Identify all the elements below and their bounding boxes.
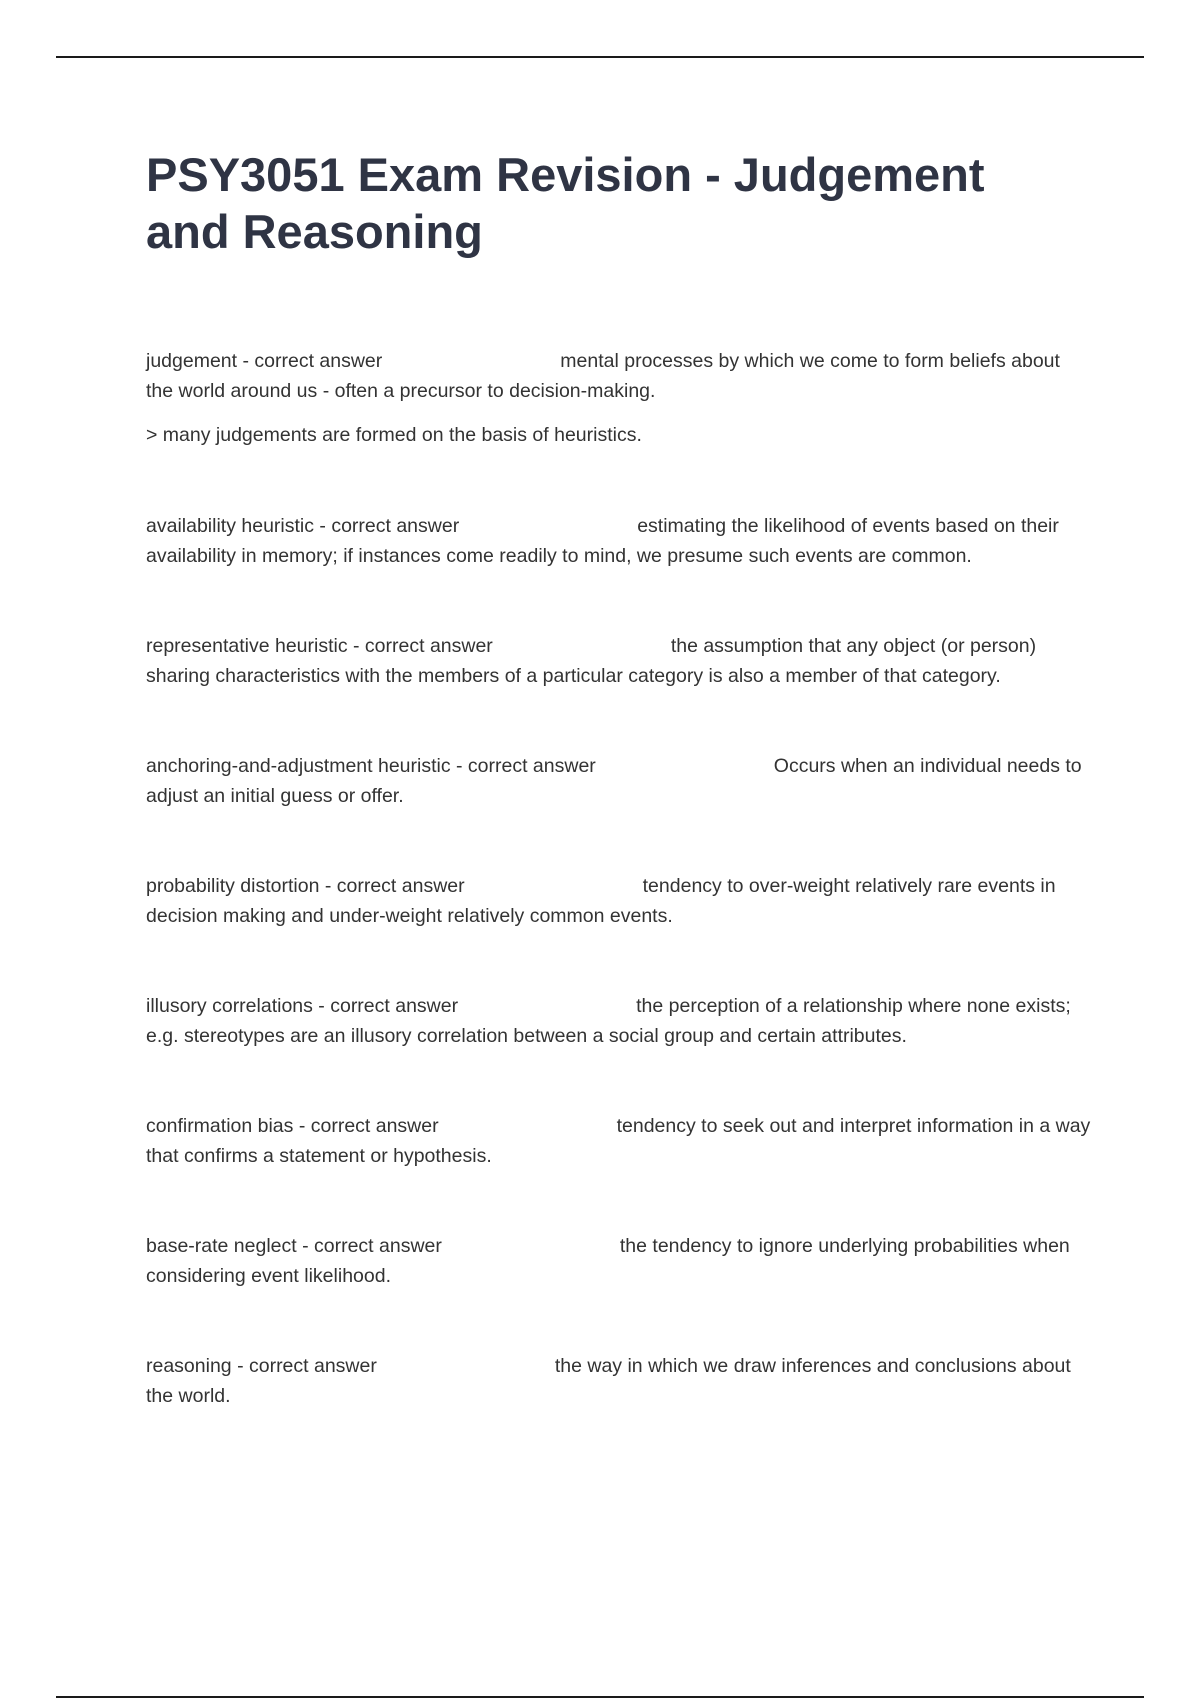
entry-term: reasoning - correct answer	[146, 1355, 377, 1377]
entry-representative-heuristic	[146, 631, 1092, 691]
entry-definition: tendency to seek out and interpret information in a way that confirms a statement or hypothesis.	[146, 1115, 1091, 1167]
entry-term: probability distortion - correct answer	[146, 875, 465, 897]
entry-illusory-correlations	[146, 991, 1092, 1051]
entry-definition: the way in which we draw inferences and conclusions about the world.	[146, 1355, 1071, 1407]
entry-availability-heuristic	[146, 511, 1092, 571]
entry-term: confirmation bias - correct answer	[146, 1115, 439, 1137]
entry-confirmation-bias	[146, 1111, 1092, 1171]
entry-judgement	[146, 346, 1092, 450]
entry-term: base-rate neglect - correct answer	[146, 1235, 442, 1257]
entry-base-rate-neglect	[146, 1231, 1092, 1291]
entry-definition: estimating the likelihood of events based on their availability in memory; if instances come readily to mind, we presume such events are common.	[146, 515, 1059, 567]
page-title: PSY3051 Exam Revision - Judgement and Reasoning	[146, 148, 985, 258]
entry-definition: the perception of a relationship where none exists; e.g. stereotypes are an illusory correlation between a social group and certain attributes.	[146, 995, 1071, 1047]
entry-anchoring-heuristic	[146, 751, 1092, 811]
entry-term: representative heuristic - correct answer	[146, 635, 493, 657]
top-rule	[56, 56, 1144, 58]
entry-probability-distortion	[146, 871, 1092, 931]
entry-reasoning	[146, 1351, 1092, 1411]
entry-term: availability heuristic - correct answer	[146, 515, 460, 537]
bottom-rule	[56, 1696, 1144, 1698]
entry-definition: Occurs when an individual needs to adjust an initial guess or offer.	[146, 755, 1082, 807]
entry-term: judgement - correct answer	[146, 350, 383, 372]
entry-definition: mental processes by which we come to form beliefs about the world around us - often a precursor to decision-making.	[146, 350, 1060, 402]
entry-note: > many judgements are formed on the basis of heuristics.	[146, 424, 642, 446]
entry-definition: the tendency to ignore underlying probabilities when considering event likelihood.	[146, 1235, 1070, 1287]
entry-term: anchoring-and-adjustment heuristic - correct answer	[146, 755, 596, 777]
entry-term: illusory correlations - correct answer	[146, 995, 459, 1017]
entry-definition: tendency to over-weight relatively rare events in decision making and under-weight relatively common events.	[146, 875, 1056, 927]
entry-definition: the assumption that any object (or person) sharing characteristics with the members of a particular category is also a member of that category.	[146, 635, 1037, 687]
